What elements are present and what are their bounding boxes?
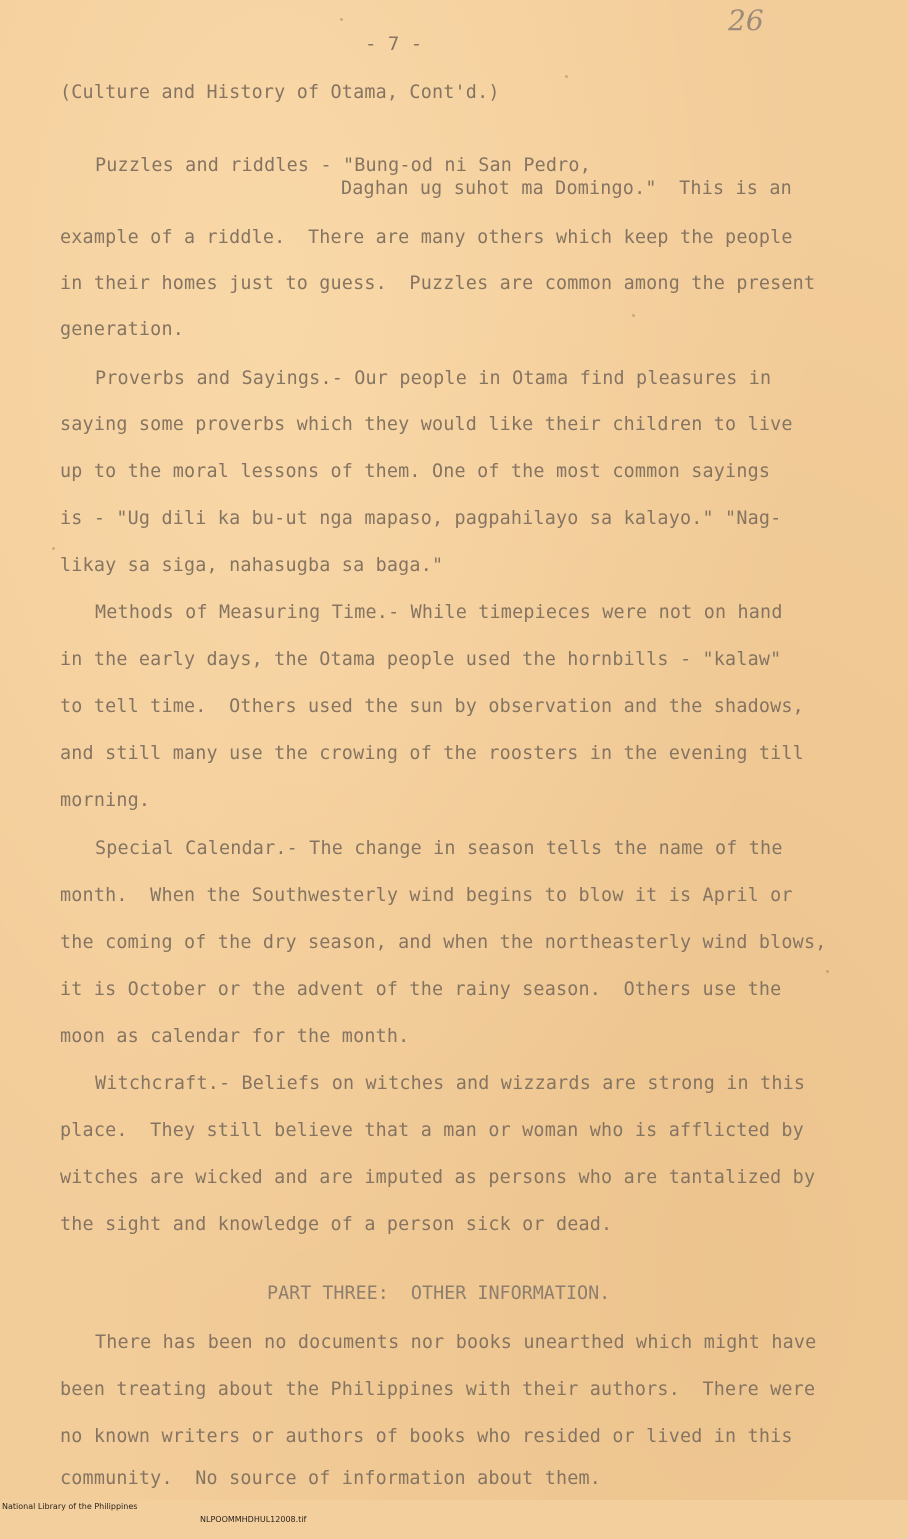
text-line: been treating about the Philippines with their authors. There were xyxy=(60,1379,816,1400)
paper-speck xyxy=(340,18,343,21)
text-line: saying some proverbs which they would like their children to live xyxy=(60,414,793,435)
text-line: in their homes just to guess. Puzzles are common among the present xyxy=(60,273,816,294)
footer-filename: NLPOOMMHDHUL12008.tif xyxy=(200,1515,307,1524)
text-line: likay sa siga, nahasugba sa baga." xyxy=(60,555,444,576)
text-line: moon as calendar for the month. xyxy=(60,1026,410,1047)
text-line: Special Calendar.- The change in season tells the name of the xyxy=(95,838,783,859)
section-heading: PART THREE: OTHER INFORMATION. xyxy=(267,1283,611,1304)
text-line: no known writers or authors of books who resided or lived in this xyxy=(60,1426,793,1447)
paper-speck xyxy=(632,314,635,317)
text-line: month. When the Southwesterly wind begins to blow it is April or xyxy=(60,885,793,906)
text-line: Methods of Measuring Time.- While timepieces were not on hand xyxy=(95,602,783,623)
text-line: up to the moral lessons of them. One of the most common sayings xyxy=(60,461,771,482)
text-line: Witchcraft.- Beliefs on witches and wizzards are strong in this xyxy=(95,1073,806,1094)
handwritten-page-mark: 26 xyxy=(728,4,764,37)
page-number: - 7 - xyxy=(365,33,423,55)
page-subtitle: (Culture and History of Otama, Cont'd.) xyxy=(60,82,500,103)
text-line: generation. xyxy=(60,319,184,340)
text-line: the coming of the dry season, and when the northeasterly wind blows, xyxy=(60,932,827,953)
paper-speck xyxy=(565,75,568,78)
paper-speck xyxy=(52,547,55,550)
text-line: Daghan ug suhot ma Domingo." This is an xyxy=(341,178,792,199)
text-line: place. They still believe that a man or woman who is afflicted by xyxy=(60,1120,804,1141)
text-line: the sight and knowledge of a person sick or dead. xyxy=(60,1214,613,1235)
text-line: witches are wicked and are imputed as persons who are tantalized by xyxy=(60,1167,816,1188)
text-line: community. No source of information about them. xyxy=(60,1468,602,1489)
footer-source: National Library of the Philippines xyxy=(2,1502,138,1511)
text-line: Proverbs and Sayings.- Our people in Otama find pleasures in xyxy=(95,368,772,389)
text-line: in the early days, the Otama people used the hornbills - "kalaw" xyxy=(60,649,782,670)
paper-speck xyxy=(826,970,829,973)
text-line: it is October or the advent of the rainy season. Others use the xyxy=(60,979,782,1000)
text-line: and still many use the crowing of the roosters in the evening till xyxy=(60,743,804,764)
text-line: Puzzles and riddles - "Bung-od ni San Pedro, xyxy=(95,155,591,176)
text-line: is - "Ug dili ka bu-ut nga mapaso, pagpahilayo sa kalayo." "Nag- xyxy=(60,508,782,529)
text-line: morning. xyxy=(60,790,151,811)
scan-footer xyxy=(0,1487,908,1524)
text-line: example of a riddle. There are many others which keep the people xyxy=(60,227,793,248)
text-line: to tell time. Others used the sun by observation and the shadows, xyxy=(60,696,804,717)
text-line: There has been no documents nor books unearthed which might have xyxy=(95,1332,817,1353)
